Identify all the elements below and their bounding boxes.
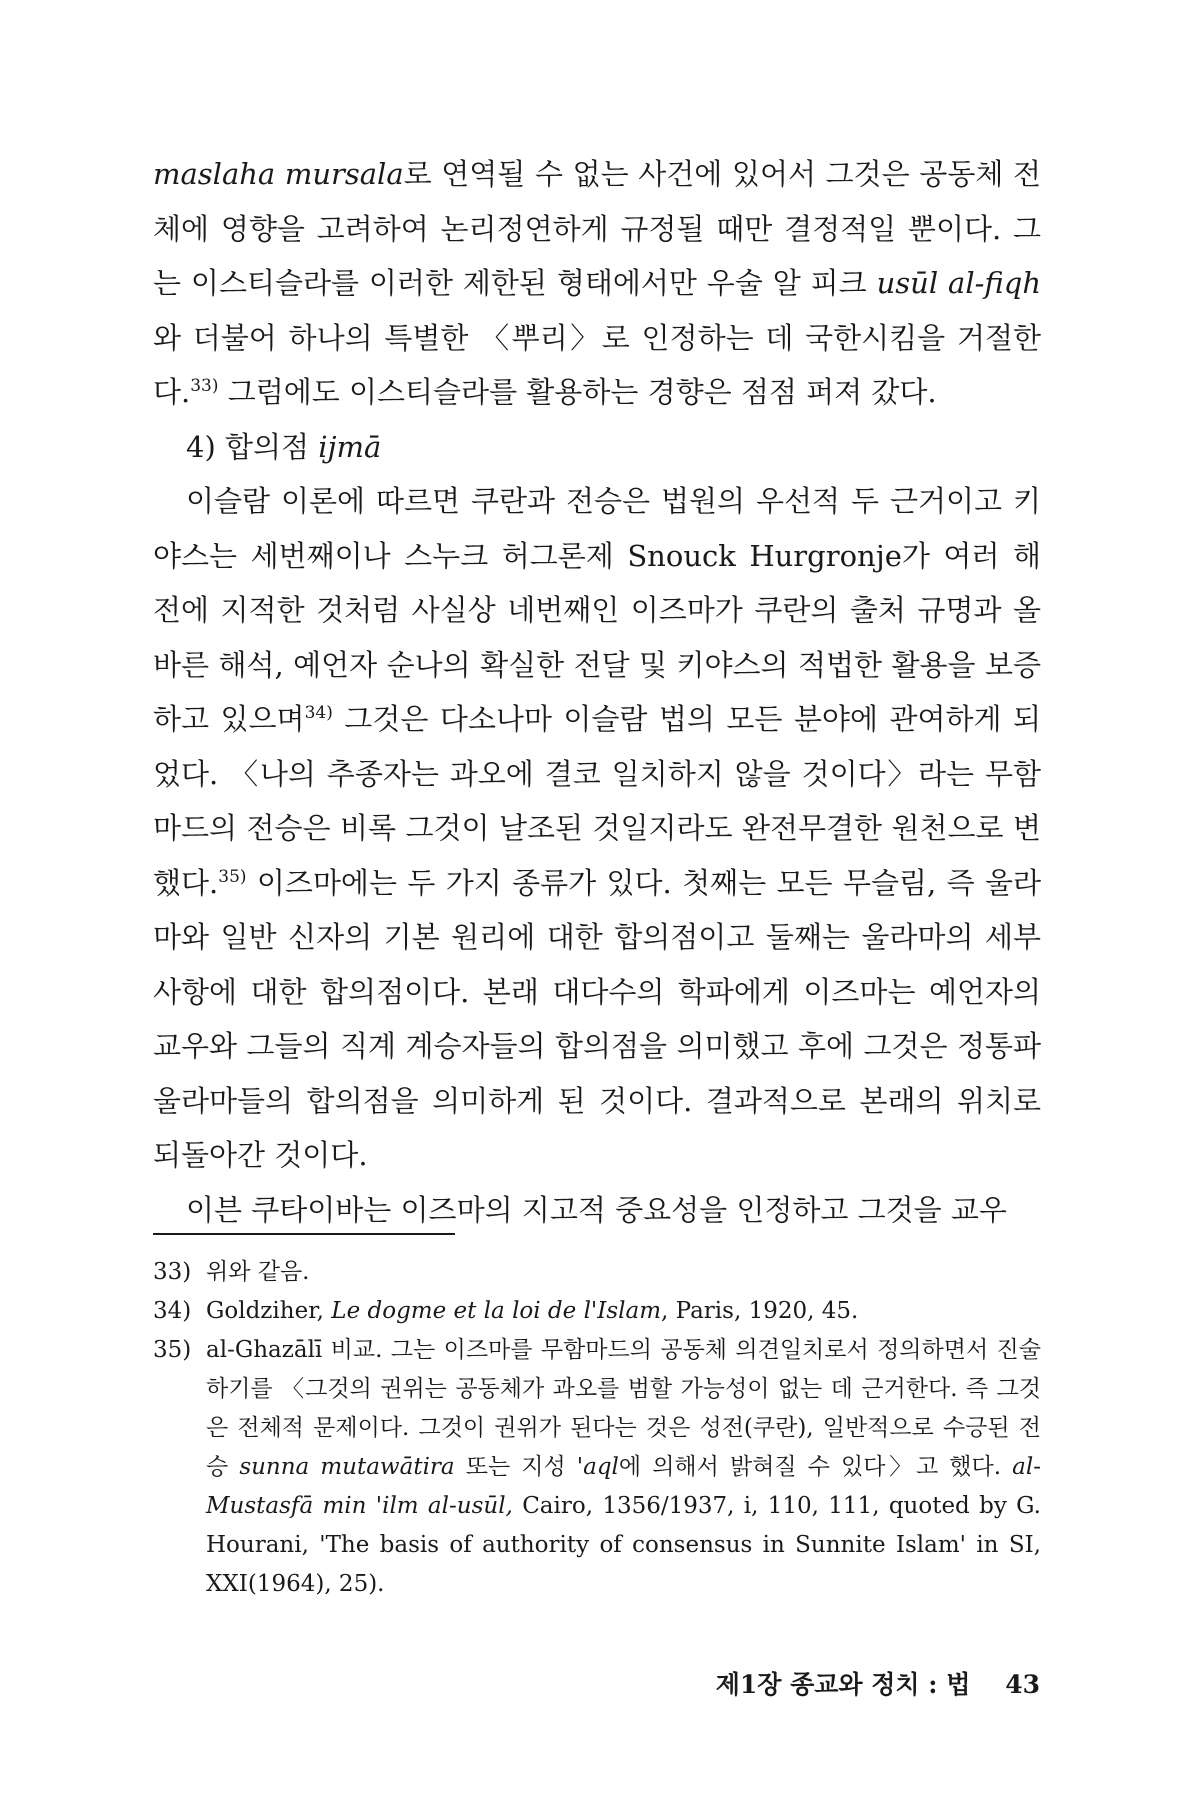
- text-run: Goldziher,: [206, 1298, 332, 1324]
- text-run: 4) 합의점: [186, 429, 319, 464]
- italic-term: ijmā: [318, 429, 382, 464]
- text-run: 이즈마에는 두 가지 종류가 있다. 첫째는 모든 무슬림, 즉 울라마와 일반 신자의 기본 원리에 대한 합의점이고 둘째는 울라마의 세부사항에 대한 합의점이다. 본래 대다수의 학파에게 이즈마는 예언자의 교우와 그들의 직계 계승자들의 합의점을 의미했고 후에 그것은 정통파 울라마들의 합의점을 의미하게 된 것이다. 결과적으로 본래의 위치로 되돌아간 것이다.: [153, 865, 1041, 1172]
- page-footer: [640, 1665, 1040, 1701]
- footnotes: [153, 1253, 1041, 1604]
- paragraph-2: [153, 474, 1041, 1183]
- italic-term: al-Mustasfā min 'ilm al-usūl,: [206, 1454, 1041, 1519]
- footnote-divider: [153, 1233, 455, 1235]
- text-run: Cairo, 1356/1937, i, 110, 111, quoted by G. Hourani, 'The basis of authority of consensus in Sunnite Islam' in SI, XXI(1964), 25).: [206, 1493, 1041, 1597]
- italic-term: Le dogme et la loi de l'Islam: [331, 1298, 662, 1324]
- italic-term: usūl al-fiqh: [876, 266, 1041, 300]
- italic-term: aql: [583, 1454, 619, 1480]
- text-run: 그럼에도 이스티슬라를 활용하는 경향은 점점 퍼져 갔다.: [218, 375, 937, 409]
- footnote-number: 35): [153, 1337, 192, 1363]
- paragraph-1: [153, 147, 1041, 420]
- italic-term: sunna mutawātira: [239, 1454, 455, 1480]
- footnote: [153, 1331, 1041, 1604]
- footnote: [153, 1253, 1041, 1292]
- text-run: 위와 같음.: [206, 1259, 310, 1285]
- section-heading: [153, 420, 1041, 475]
- text-run: 또는 지성 ': [454, 1454, 584, 1480]
- footnote-number: 33): [153, 1259, 192, 1285]
- text-run: 로 연역될 수 없는 사건에 있어서 그것은 공동체 전체에 영향을 고려하여 논리정연하게 규정될 때만 결정적일 뿐이다. 그는 이스티슬라를 이러한 제한된 형태에서만 우술 알 피크: [153, 157, 1041, 300]
- text-run: 와 더불어 하나의 특별한 〈뿌리〉로 인정하는 데 국한시킴을 거절한다.: [153, 320, 1041, 409]
- chapter-title: 제1장 종교와 정치 : 법: [715, 1670, 971, 1699]
- paragraph-3: [153, 1183, 1041, 1238]
- italic-term: maslaha mursala: [153, 157, 404, 191]
- text-run: 이슬람 이론에 따르면 쿠란과 전승은 법원의 우선적 두 근거이고 키야스는 세번째이나 스누크 허그론제 Snouck Hurgronje가 여러 해 전에 지적한 것처럼 사실상 네번째인 이즈마가 쿠란의 출처 규명과 올바른 해석, 예언자 순나의 확실한 전달 및 키야스의 적법한 활용을 보증하고 있으며: [153, 484, 1041, 736]
- page-number: 43: [1005, 1670, 1040, 1699]
- footnote-number: 34): [153, 1298, 192, 1324]
- text-run: al-Ghazālī 비교. 그는 이즈마를 무함마드의 공동체 의견일치로서 정의하면서 진술하기를 〈그것의 권위는 공동체가 과오를 범할 가능성이 없는 데 근거한다. 즉 그것은 전체적 문제이다. 그것이 권위가 된다는 것은 성전(쿠란), 일반적으로 수긍된 전승: [206, 1337, 1041, 1480]
- footnote: [153, 1292, 1041, 1331]
- footnote-ref: 33): [190, 376, 219, 396]
- footnote-ref: 34): [304, 703, 333, 723]
- footnote-ref: 35): [218, 866, 247, 887]
- text-run: 그것은 다소나마 이슬람 법의 모든 분야에 관여하게 되었다. 〈나의 추종자는 과오에 결코 일치하지 않을 것이다〉라는 무함마드의 전승은 비록 그것이 날조된 것일지라도 완전무결한 원천으로 변했다.: [153, 702, 1041, 900]
- text-run: , Paris, 1920, 45.: [661, 1298, 859, 1324]
- text-run: 이븐 쿠타이바는 이즈마의 지고적 중요성을 인정하고 그것을 교우: [186, 1192, 1007, 1227]
- main-text: [153, 147, 1041, 1237]
- text-run: 에 의해서 밝혀질 수 있다〉고 했다.: [618, 1454, 1013, 1480]
